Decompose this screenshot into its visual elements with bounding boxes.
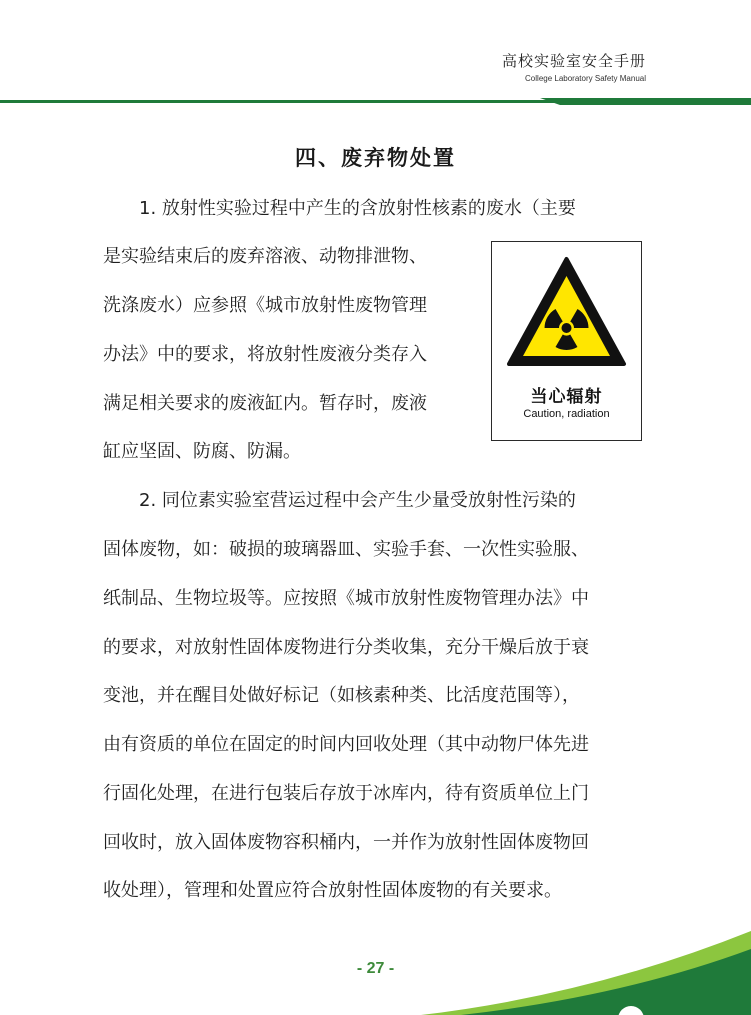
manual-title: 高校实验室安全手册: [501, 52, 646, 70]
page-number: - 27 -: [356, 960, 395, 977]
section-title: 四、废弃物处置: [295, 145, 456, 170]
paragraph-1-line: 满足相关要求的废液缸内。暂存时，废液: [103, 393, 427, 414]
paragraph-1-line: 是实验结束后的废弃溶液、动物排泄物、: [103, 246, 427, 267]
paragraph-2-line: 行固化处理，在进行包装后存放于冰库内，待有资质单位上门: [103, 783, 589, 804]
manual-subtitle: College Laboratory Safety Manual: [525, 74, 646, 83]
paragraph-2-line: 固体废物，如：破损的玻璃器皿、实验手套、一次性实验服、: [103, 539, 589, 560]
paragraph-2-line: 2. 同位素实验室营运过程中会产生少量受放射性污染的: [139, 490, 576, 511]
radiation-warning-icon: [506, 256, 627, 368]
header-divider: [0, 98, 751, 105]
sign-caption-cn: 当心辐射: [530, 387, 603, 407]
paragraph-1-line: 1. 放射性实验过程中产生的含放射性核素的废水（主要: [139, 198, 576, 219]
paragraph-2-line: 回收时，放入固体废物容积桶内，一并作为放射性固体废物回: [103, 832, 589, 853]
corner-decoration: [421, 925, 751, 1015]
paragraph-2-line: 的要求，对放射性固体废物进行分类收集，充分干燥后放于衰: [103, 637, 589, 658]
paragraph-2-line: 变池，并在醒目处做好标记（如核素种类、比活度范围等），: [103, 685, 580, 706]
radiation-sign: [491, 241, 642, 441]
sign-caption-en: Caution, radiation: [523, 408, 610, 420]
paragraph-1-line: 缸应坚固、防腐、防漏。: [103, 441, 301, 462]
paragraph-1-line: 洗涤废水）应参照《城市放射性废物管理: [103, 295, 427, 316]
paragraph-2-line: 纸制品、生物垃圾等。应按照《城市放射性废物管理办法》中: [103, 588, 589, 609]
paragraph-2-line: 由有资质的单位在固定的时间内回收处理（其中动物尸体先进: [103, 734, 589, 755]
paragraph-1-line: 办法》中的要求，将放射性废液分类存入: [103, 344, 427, 365]
paragraph-2-line: 收处理），管理和处置应符合放射性固体废物的有关要求。: [103, 880, 562, 901]
